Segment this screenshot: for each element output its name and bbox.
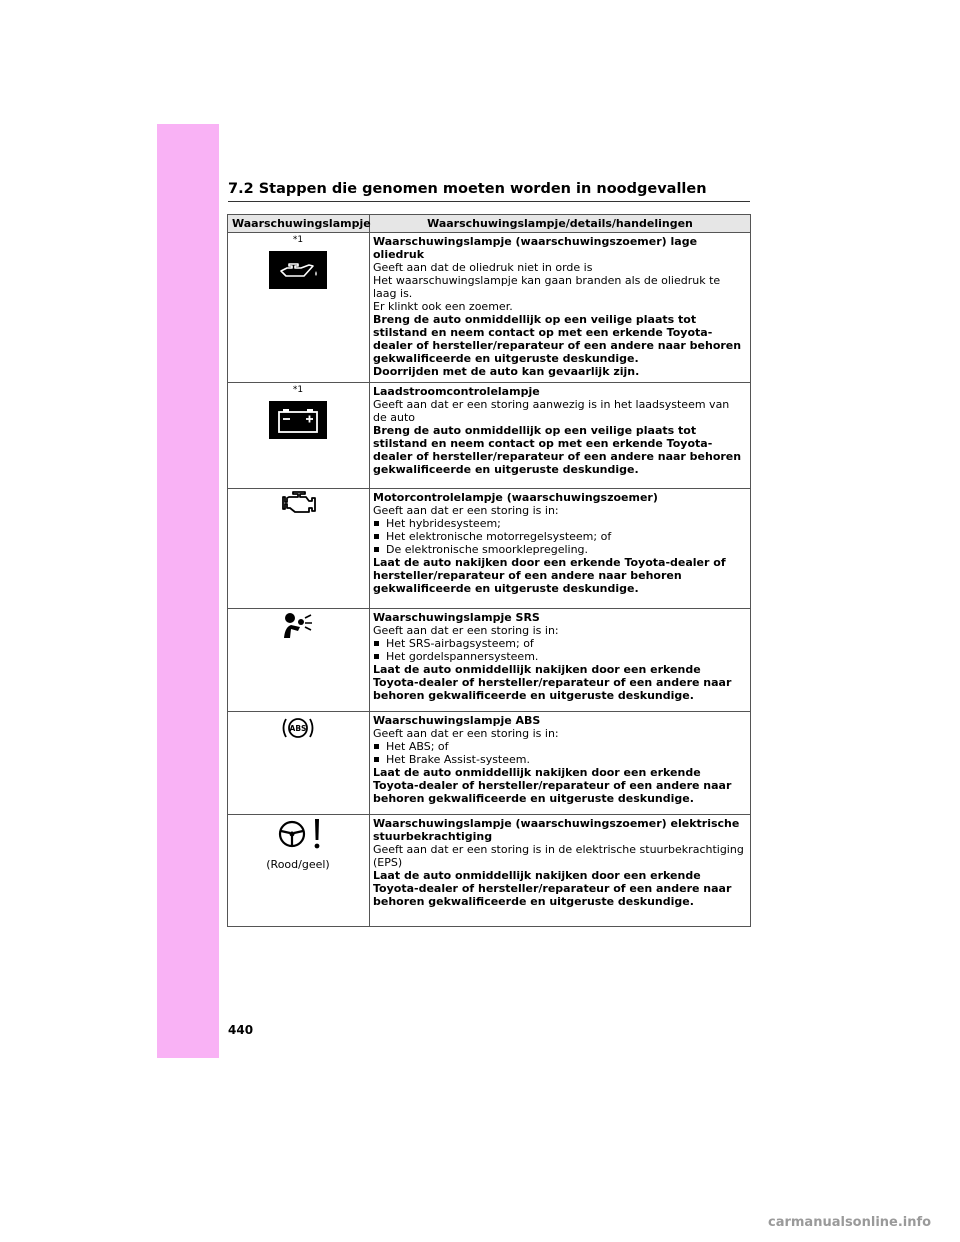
color-note: (Rood/geel) xyxy=(266,858,330,871)
details-cell xyxy=(370,383,751,489)
page-number: 440 xyxy=(228,1023,254,1037)
description-line: Geeft aan dat er een storing is in: xyxy=(373,624,559,637)
icon-cell xyxy=(228,609,370,712)
details-cell xyxy=(370,233,751,383)
warning-lights-table xyxy=(227,214,751,927)
bullet-item: De elektronische smoorklepregeling. xyxy=(373,543,746,556)
engine-icon xyxy=(280,491,316,520)
bullet-item: Het gordelspannersysteem. xyxy=(373,650,746,663)
bullet-item: Het ABS; of xyxy=(373,740,746,753)
description-line: Geeft aan dat er een storing is in: xyxy=(373,504,559,517)
details-cell xyxy=(370,815,751,927)
action-text: Laat de auto onmiddellijk nakijken door een erkende Toyota-dealer of hersteller/reparateur of een andere naar behoren gekwalificeerde en uitgeruste deskundige. xyxy=(373,663,732,702)
action-text: Breng de auto onmiddellijk op een veilige plaats tot stilstand en neem contact op met een erkende Toyota-dealer of hersteller/reparateur of een andere naar behoren gekwalificeerde en uitgeruste deskundige. xyxy=(373,424,742,476)
icon-cell xyxy=(228,712,370,815)
light-title: Waarschuwingslampje (waarschuwingszoemer) lage oliedruk xyxy=(373,235,698,261)
footnote-marker: *1 xyxy=(292,235,304,245)
steering-warning-icon xyxy=(272,817,324,854)
action-text: Breng de auto onmiddellijk op een veilige plaats tot stilstand en neem contact op met een erkende Toyota-dealer of hersteller/reparateur of een andere naar behoren gekwalificeerde en uitgeruste deskundige. xyxy=(373,313,742,365)
bullet-item: Het elektronische motorregelsysteem; of xyxy=(373,530,746,543)
details-cell xyxy=(370,609,751,712)
icon-cell xyxy=(228,383,370,489)
abs-icon xyxy=(280,714,316,745)
action-text: Laat de auto onmiddellijk nakijken door een erkende Toyota-dealer of hersteller/reparateur of een andere naar behoren gekwalificeerde en uitgeruste deskundige. xyxy=(373,869,732,908)
table-row xyxy=(228,712,751,815)
description-line: Geeft aan dat er een storing is in: xyxy=(373,727,559,740)
description-line: Geeft aan dat er een storing aanwezig is in het laadsysteem van de auto xyxy=(373,398,730,424)
table-row xyxy=(228,383,751,489)
battery-icon xyxy=(269,401,327,439)
action-text: Laat de auto onmiddellijk nakijken door een erkende Toyota-dealer of hersteller/reparateur of een andere naar behoren gekwalificeerde en uitgeruste deskundige. xyxy=(373,766,732,805)
table-row xyxy=(228,815,751,927)
action-text: Laat de auto nakijken door een erkende Toyota-dealer of hersteller/reparateur of een andere naar behoren gekwalificeerde en uitgeruste deskundige. xyxy=(373,556,726,595)
page-side-band xyxy=(157,124,219,1058)
icon-cell xyxy=(228,815,370,927)
watermark: carmanualsonline.info xyxy=(768,1215,932,1230)
light-title: Laadstroomcontrolelampje xyxy=(373,385,540,398)
bullet-item: Het SRS-airbagsysteem; of xyxy=(373,637,746,650)
oil-pressure-icon xyxy=(269,251,327,289)
details-cell xyxy=(370,712,751,815)
bullet-item: Het Brake Assist-systeem. xyxy=(373,753,746,766)
table-row xyxy=(228,233,751,383)
header-details-actions: Waarschuwingslampje/details/handelingen xyxy=(370,215,751,233)
section-title: 7.2 Stappen die genomen moeten worden in noodgevallen xyxy=(228,180,750,202)
details-cell xyxy=(370,489,751,609)
description-line: Geeft aan dat er een storing is in de elektrische stuurbekrachtiging (EPS) xyxy=(373,843,744,869)
abs-icon-label: ABS xyxy=(289,723,307,733)
header-warning-light: Waarschuwingslampje xyxy=(228,215,370,233)
icon-cell xyxy=(228,233,370,383)
icon-cell xyxy=(228,489,370,609)
description-line: Geeft aan dat de oliedruk niet in orde is xyxy=(373,261,593,274)
table-row xyxy=(228,609,751,712)
light-title: Waarschuwingslampje SRS xyxy=(373,611,540,624)
light-title: Waarschuwingslampje (waarschuwingszoemer) elektrische stuurbekrachtiging xyxy=(373,817,740,843)
light-title: Motorcontrolelampje (waarschuwingszoemer) xyxy=(373,491,658,504)
description-line: Het waarschuwingslampje kan gaan branden als de oliedruk te laag is. xyxy=(373,274,721,300)
bullet-item: Het hybridesysteem; xyxy=(373,517,746,530)
action-text: Doorrijden met de auto kan gevaarlijk zijn. xyxy=(373,365,640,378)
airbag-icon xyxy=(281,611,315,644)
table-header-row xyxy=(228,215,751,233)
footnote-marker: *1 xyxy=(292,385,304,395)
description-line: Er klinkt ook een zoemer. xyxy=(373,300,513,313)
table-row xyxy=(228,489,751,609)
light-title: Waarschuwingslampje ABS xyxy=(373,714,541,727)
